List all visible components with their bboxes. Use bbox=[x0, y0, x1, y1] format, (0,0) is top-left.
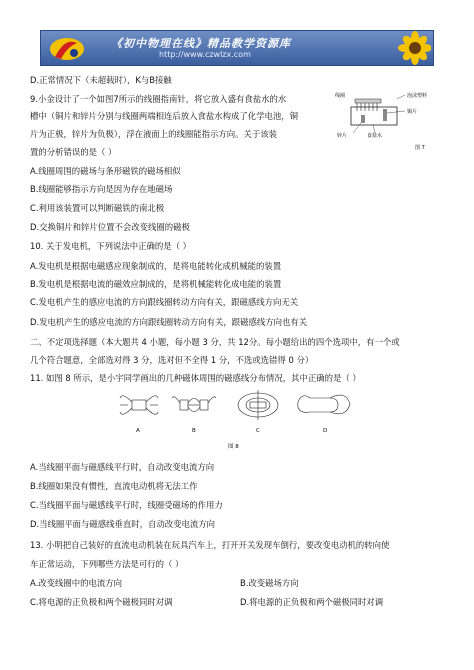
fig7-saltwater-label: 食盐水 bbox=[367, 133, 383, 139]
fig7-zinc-label: 锌片 bbox=[337, 133, 348, 139]
fig8-caption: 图 8 bbox=[228, 444, 239, 450]
text-line: D.正常情况下（未超载时），K与B接触 bbox=[30, 75, 172, 85]
fig7-caption: 图 7 bbox=[415, 145, 425, 151]
header-title: 《初中物理在线》精品教学资源库 bbox=[111, 37, 291, 50]
figure-8-diagram bbox=[118, 390, 354, 452]
option-line: D.将电源的正负极和两个磁极同时对调 bbox=[240, 597, 384, 607]
question-line: 13. 小明把自己装好的直流电动机装在玩具汽车上，打开开关发现车倒行，要改变电动机的转向使 bbox=[30, 540, 390, 550]
option-line: A.发电机是根据电磁感应现象制成的，是将电能转化成机械能的装置 bbox=[30, 261, 282, 271]
header-url[interactable]: http://www.czwlzx.com bbox=[159, 50, 251, 59]
option-line: A.线圈周围的磁场与条形磁铁的磁场相似 bbox=[30, 166, 181, 176]
option-line: B.改变磁场方向 bbox=[240, 578, 299, 588]
option-line: C.发电机产生的感应电流的方向跟线圈转动方向有关，跟磁感线方向无关 bbox=[30, 297, 299, 307]
option-line: C.将电源的正负极和两个磁极同时对调 bbox=[30, 597, 173, 607]
sunflower-icon bbox=[385, 31, 431, 65]
option-line: C.当线圈平面与磁感线平行时，线圈受磁场的作用力 bbox=[30, 500, 223, 510]
text-line: 片为正极，锌片为负极），浮在液面上的线圈能指示方向。关于该装 bbox=[30, 129, 278, 139]
fig7-foam-label: 泡沫塑料 bbox=[407, 93, 428, 99]
question-line: 10. 关于发电机，下列说法中正确的是（ ） bbox=[30, 241, 192, 251]
option-line: B.发电机是根据电流的磁效应制成的，是将机械能转化成电能的装置 bbox=[30, 279, 282, 289]
header-banner bbox=[40, 30, 434, 66]
option-line: B.线圈能够指示方向是因为存在地磁场 bbox=[30, 184, 173, 194]
option-line: A.改变线圈中的电流方向 bbox=[30, 578, 122, 588]
option-line: C.利用该装置可以判断磁铁的南北极 bbox=[30, 203, 165, 213]
option-line: D.交换铜片和锌片位置不会改变线圈的磁极 bbox=[30, 222, 190, 232]
fig8-letter-b: B bbox=[192, 428, 196, 434]
fig8-letter-a: A bbox=[136, 428, 140, 434]
question-line: 11. 如图 8 所示，是小宇同学画出的几种磁体周围的磁感线分布情况，其中正确的是（ ） bbox=[30, 373, 361, 383]
text-line: 置的分析错误的是（ ） bbox=[30, 147, 117, 157]
option-line: D.当线圈平面与磁感线垂直时，自动改变电流方向 bbox=[30, 519, 215, 529]
option-line: B.线圈如果没有惯性，直流电动机将无法工作 bbox=[30, 481, 198, 491]
fig7-coil-label: 线圈 bbox=[335, 93, 346, 99]
option-line: A.当线圈平面与磁感线平行时，自动改变电流方向 bbox=[30, 462, 215, 472]
text-line: 槽中（铜片和锌片分别与线圈两端相连后放入食盐水构成了化学电池，铜 bbox=[30, 111, 298, 121]
section-heading: 几个符合题意，全部选对得 3 分，选对但不全得 1 分，不选或选错得 0 分） bbox=[30, 355, 314, 365]
text-line: 9.小金设计了一个如图7所示的线圈指南针，将它放入盛有食盐水的水 bbox=[30, 94, 287, 104]
option-line: D.发电机产生的感应电流的方向跟线圈转动方向有关，跟磁感线方向也有关 bbox=[30, 317, 308, 327]
section-heading: 二、不定项选择题（本大题共 4 小题，每小题 3 分，共 12分。每小题给出的四个选项中，有一个或 bbox=[30, 337, 400, 347]
fig8-letter-c: C bbox=[256, 428, 260, 434]
fig7-copper-label: 铜片 bbox=[407, 109, 418, 115]
figure-7-diagram bbox=[333, 91, 445, 151]
logo-icon bbox=[47, 33, 87, 63]
question-line: 车正常运动，下列哪些方法是可行的（ ） bbox=[30, 559, 184, 569]
fig8-letter-d: D bbox=[323, 428, 328, 434]
